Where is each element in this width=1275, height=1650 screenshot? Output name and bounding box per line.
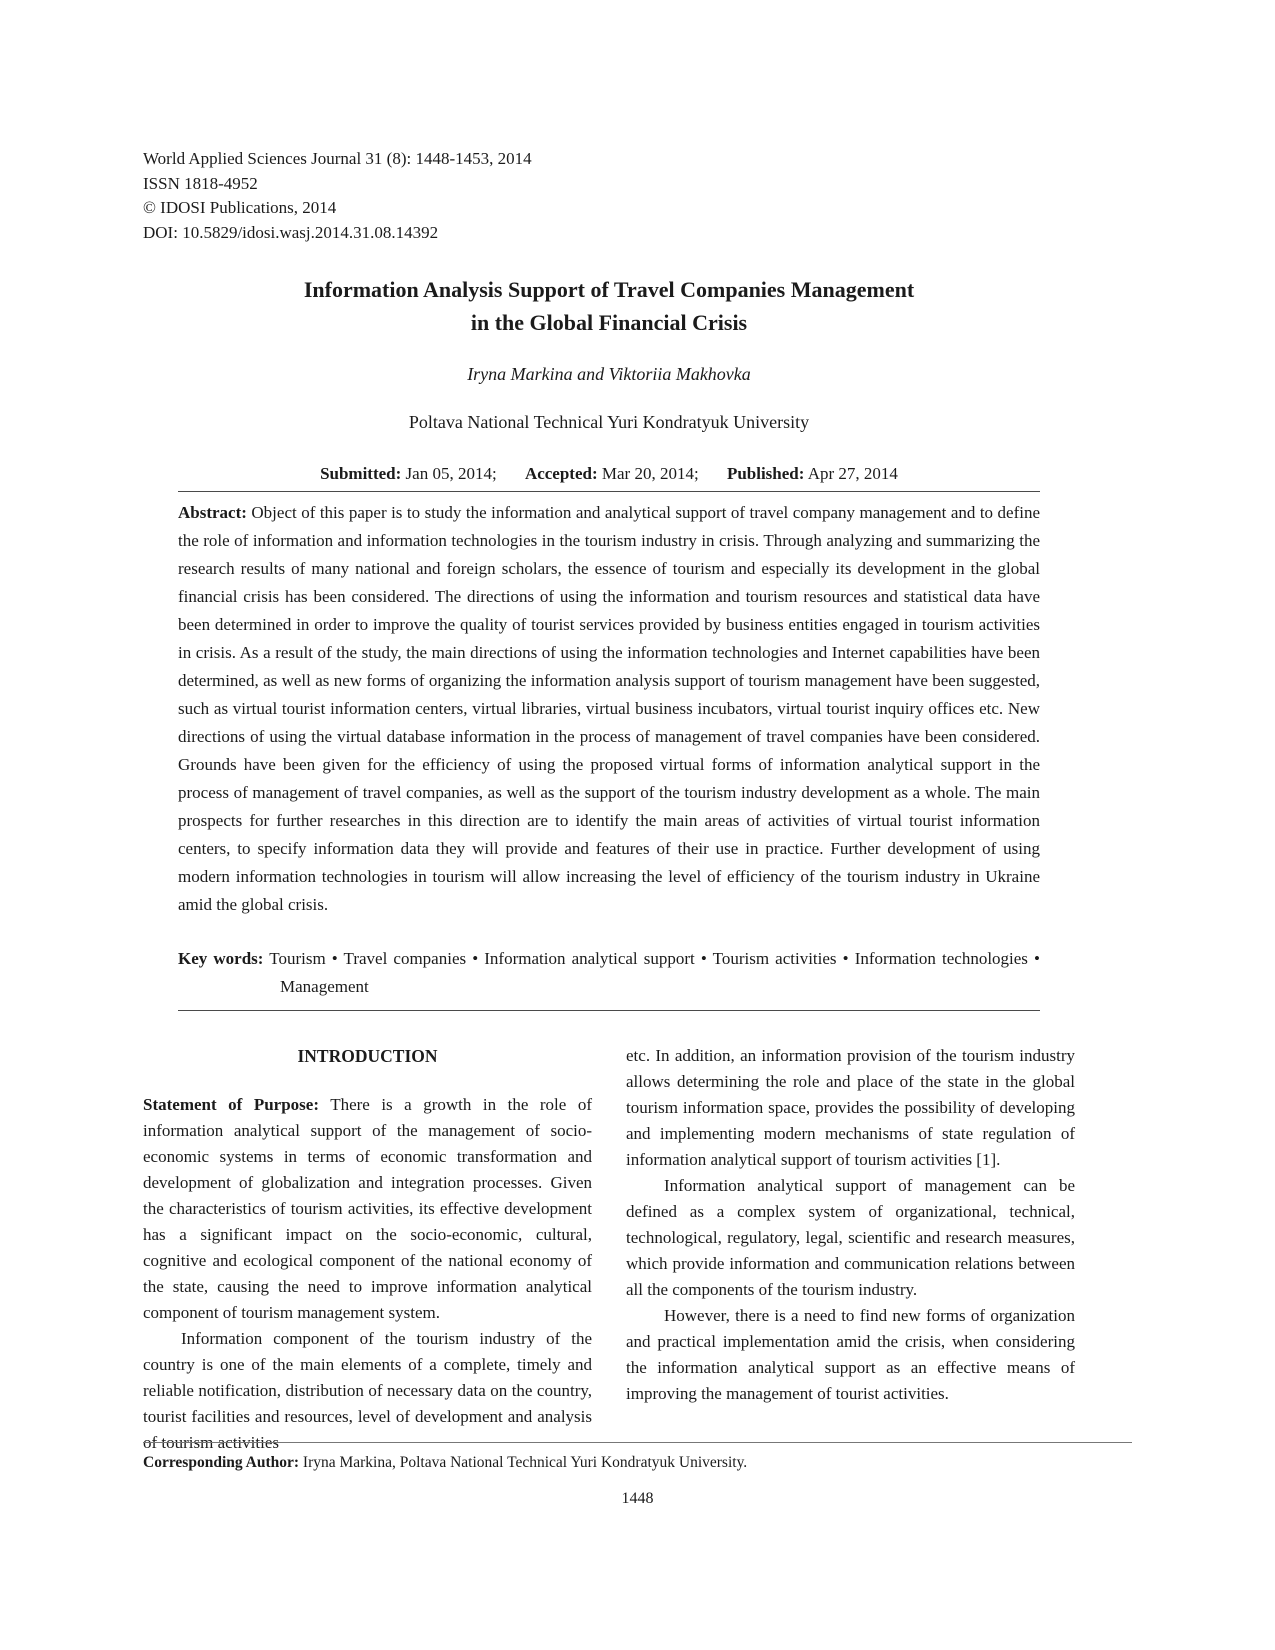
doi-line: DOI: 10.5829/idosi.wasj.2014.31.08.14392 [143,222,439,242]
dates-line [178,464,1040,492]
keywords-line [178,945,1040,1011]
submitted-group [320,464,497,483]
corresponding-author-label: Corresponding Author: [143,1454,300,1471]
introduction-heading: INTRODUCTION [297,1046,438,1066]
copyright-line: © IDOSI Publications, 2014 [143,198,337,217]
right-paragraph-3: However, there is a need to find new forms of organization and practical implementation amid the crisis, when considering the information analytical support as an effective means of improving the management of tourist activities. [626,1306,1075,1403]
body-columns [143,1043,1075,1456]
title-line-1: Information Analysis Support of Travel Companies Management [303,277,915,302]
submitted-value: Jan 05, 2014; [405,464,497,483]
accepted-group [525,464,699,483]
page-number: 1448 [621,1490,654,1507]
published-value: Apr 27, 2014 [807,464,898,483]
published-label: Published: [726,464,805,483]
paper-title [143,273,1075,339]
right-paragraph-1: etc. In addition, an information provision of the tourism industry allows determining the role and place of the state in the global tourism information space, provides the possibility of developing and implementing modern mechanisms of state regulation of information analytical support of tourism activities [1]. [626,1046,1075,1169]
statement-of-purpose-label: Statement of Purpose: [143,1095,319,1114]
affiliation-line: Poltava National Technical Yuri Kondratyuk University [408,412,810,432]
accepted-label: Accepted: [524,464,598,483]
footer-divider [143,1442,1132,1443]
statement-of-purpose-paragraph [143,1092,592,1326]
corresponding-author-text: Iryna Markina, Poltava National Technical Yuri Kondratyuk University. [302,1454,748,1471]
left-column [143,1043,592,1456]
keywords-list: Tourism • Travel companies • Information analytical support • Tourism activities • Information technologies • Management [269,949,1040,996]
abstract-text: Object of this paper is to study the information and analytical support of travel company management and to define the role of information and information technologies in the tourism industry in crisis. Through analyzing and summarizing the research results of many national and foreign scholars, the essence of tourism and especially its development in the global financial crisis has been considered. The directions of using the information and tourism resources and statistical data have been determined in order to improve the quality of tourist services provided by business entities engaged in tourism activities in crisis. As a result of the study, the main directions of using the information technologies and Internet capabilities have been determined, as well as new forms of organizing the information analysis support of tourism management have been suggested, such as virtual tourist information centers, virtual libraries, virtual business incubators, virtual tourist inquiry offices etc. New directions of using the virtual database information in the process of management of travel companies have been considered. Grounds have been given for the efficiency of using the proposed virtual forms of information analytical support in the process of management of travel companies, as well as the support of the tourism industry development as a whole. The main prospects for further researches in this direction are to identify the main areas of activities of virtual tourist information centers, to specify information data they will provide and features of their use in practice. Further development of using modern information technologies in tourism will allow increasing the level of efficiency of the tourism industry in Ukraine amid the global crisis. [178,503,1041,914]
statement-of-purpose-text: There is a growth in the role of information analytical support of the management of socio-economic systems in terms of economic transformation and development of globalization and integration processes. Given the characteristics of tourism activities, its effective development has a significant impact on the socio-economic, cultural, cognitive and ecological component of the national economy of the state, causing the need to improve information analytical component of tourism management system. [143,1095,592,1322]
corresponding-author-line [143,1452,1132,1473]
issn-line: ISSN 1818-4952 [143,173,258,193]
page-footer [143,1442,1132,1508]
journal-line: World Applied Sciences Journal 31 (8): 1448-1453, 2014 [143,149,532,168]
title-line-2: in the Global Financial Crisis [470,310,748,335]
keywords-label: Key words: [178,949,264,968]
right-column [626,1043,1075,1456]
left-paragraph-2: Information component of the tourism industry of the country is one of the main elements of a complete, timely and reliable notification, distribution of necessary data on the country, tourist facilities and resources, level of development and analysis of tourism activities [143,1329,592,1452]
accepted-value: Mar 20, 2014; [601,464,699,483]
abstract-paragraph [178,499,1040,919]
published-group [727,464,898,483]
submitted-label: Submitted: [320,464,402,483]
authors-line: Iryna Markina and Viktoriia Makhovka [467,364,751,384]
right-paragraph-2: Information analytical support of management can be defined as a complex system of organizational, technical, technological, regulatory, legal, scientific and research measures, which provide information and communication relations between all the components of the tourism industry. [626,1176,1075,1299]
journal-header [143,147,1075,245]
abstract-label: Abstract: [178,503,247,522]
